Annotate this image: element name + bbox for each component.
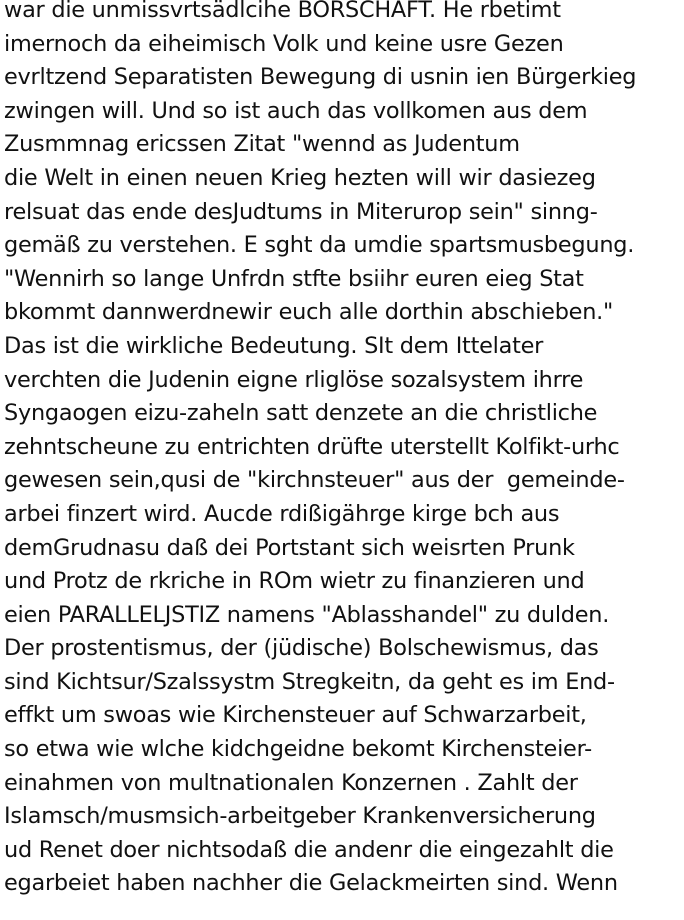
text-line: bkommt dannwerdnewir euch alle dorthin abschieben." xyxy=(4,299,614,326)
text-line: evrltzend Separatisten Bewegung di usnin ien Bürgerkieg xyxy=(4,64,637,91)
text-line: zehntscheune zu entrichten drüfte uterstellt Kolfikt-urhc xyxy=(4,433,620,460)
text-line: gemäß zu verstehen. E sght da umdie spartsmusbegung. xyxy=(4,232,635,259)
text-line: die Welt in einen neuen Krieg hezten will wir dasiezeg xyxy=(4,164,596,191)
text-line: war die unmissvrtsädlcihe BORSCHAFT. He rbetimt xyxy=(4,0,561,23)
text-line: effkt um swoas wie Kirchensteuer auf Schwarzarbeit, xyxy=(4,702,587,729)
text-line: egarbeiet haben nachher die Gelackmeirten sind. Wenn xyxy=(4,870,618,897)
text-line: verchten die Judenin eigne rliglöse sozalsystem ihrre xyxy=(4,366,584,393)
body-text xyxy=(4,0,636,901)
text-line: ud Renet doer nichtsodaß die andenr die eingezahlt die xyxy=(4,836,614,863)
text-line: Zusmmnag ericssen Zitat "wennd as Judentum xyxy=(4,131,520,158)
text-line: Das ist die wirkliche Bedeutung. SIt dem Ittelater xyxy=(4,332,544,359)
text-line: zwingen will. Und so ist auch das vollkomen aus dem xyxy=(4,97,588,124)
text-line: relsuat das ende desJudtums in Miterurop sein" sinng- xyxy=(4,198,598,225)
text-line: so etwa wie wlche kidchgeidne bekomt Kirchensteier- xyxy=(4,736,592,763)
text-line: gewesen sein,qusi de "kirchnsteuer" aus der gemeinde- xyxy=(4,467,625,494)
text-line: einahmen von multnationalen Konzernen . Zahlt der xyxy=(4,769,578,796)
text-line: Islamsch/musmsich-arbeitgeber Krankenversicherung xyxy=(4,803,596,830)
text-line: demGrudnasu daß dei Portstant sich weisrten Prunk xyxy=(4,534,575,561)
text-line: arbei finzert wird. Aucde rdißigährge kirge bch aus xyxy=(4,500,560,527)
text-line: eien PARALLELJSTIZ namens "Ablasshandel" zu dulden. xyxy=(4,601,610,628)
text-line: Der prostentismus, der (jüdische) Bolschewismus, das xyxy=(4,635,599,662)
text-line: imernoch da eiheimisch Volk und keine usre Gezen xyxy=(4,30,564,57)
text-line: sind Kichtsur/Szalssystm Stregkeitn, da geht es im End- xyxy=(4,668,615,695)
text-line: Syngaogen eizu-zaheln satt denzete an die christliche xyxy=(4,400,598,427)
text-line: und Protz de rkriche in ROm wietr zu finanzieren und xyxy=(4,568,585,595)
text-line: "Wennirh so lange Unfrdn stfte bsiihr euren eieg Stat xyxy=(4,265,584,292)
